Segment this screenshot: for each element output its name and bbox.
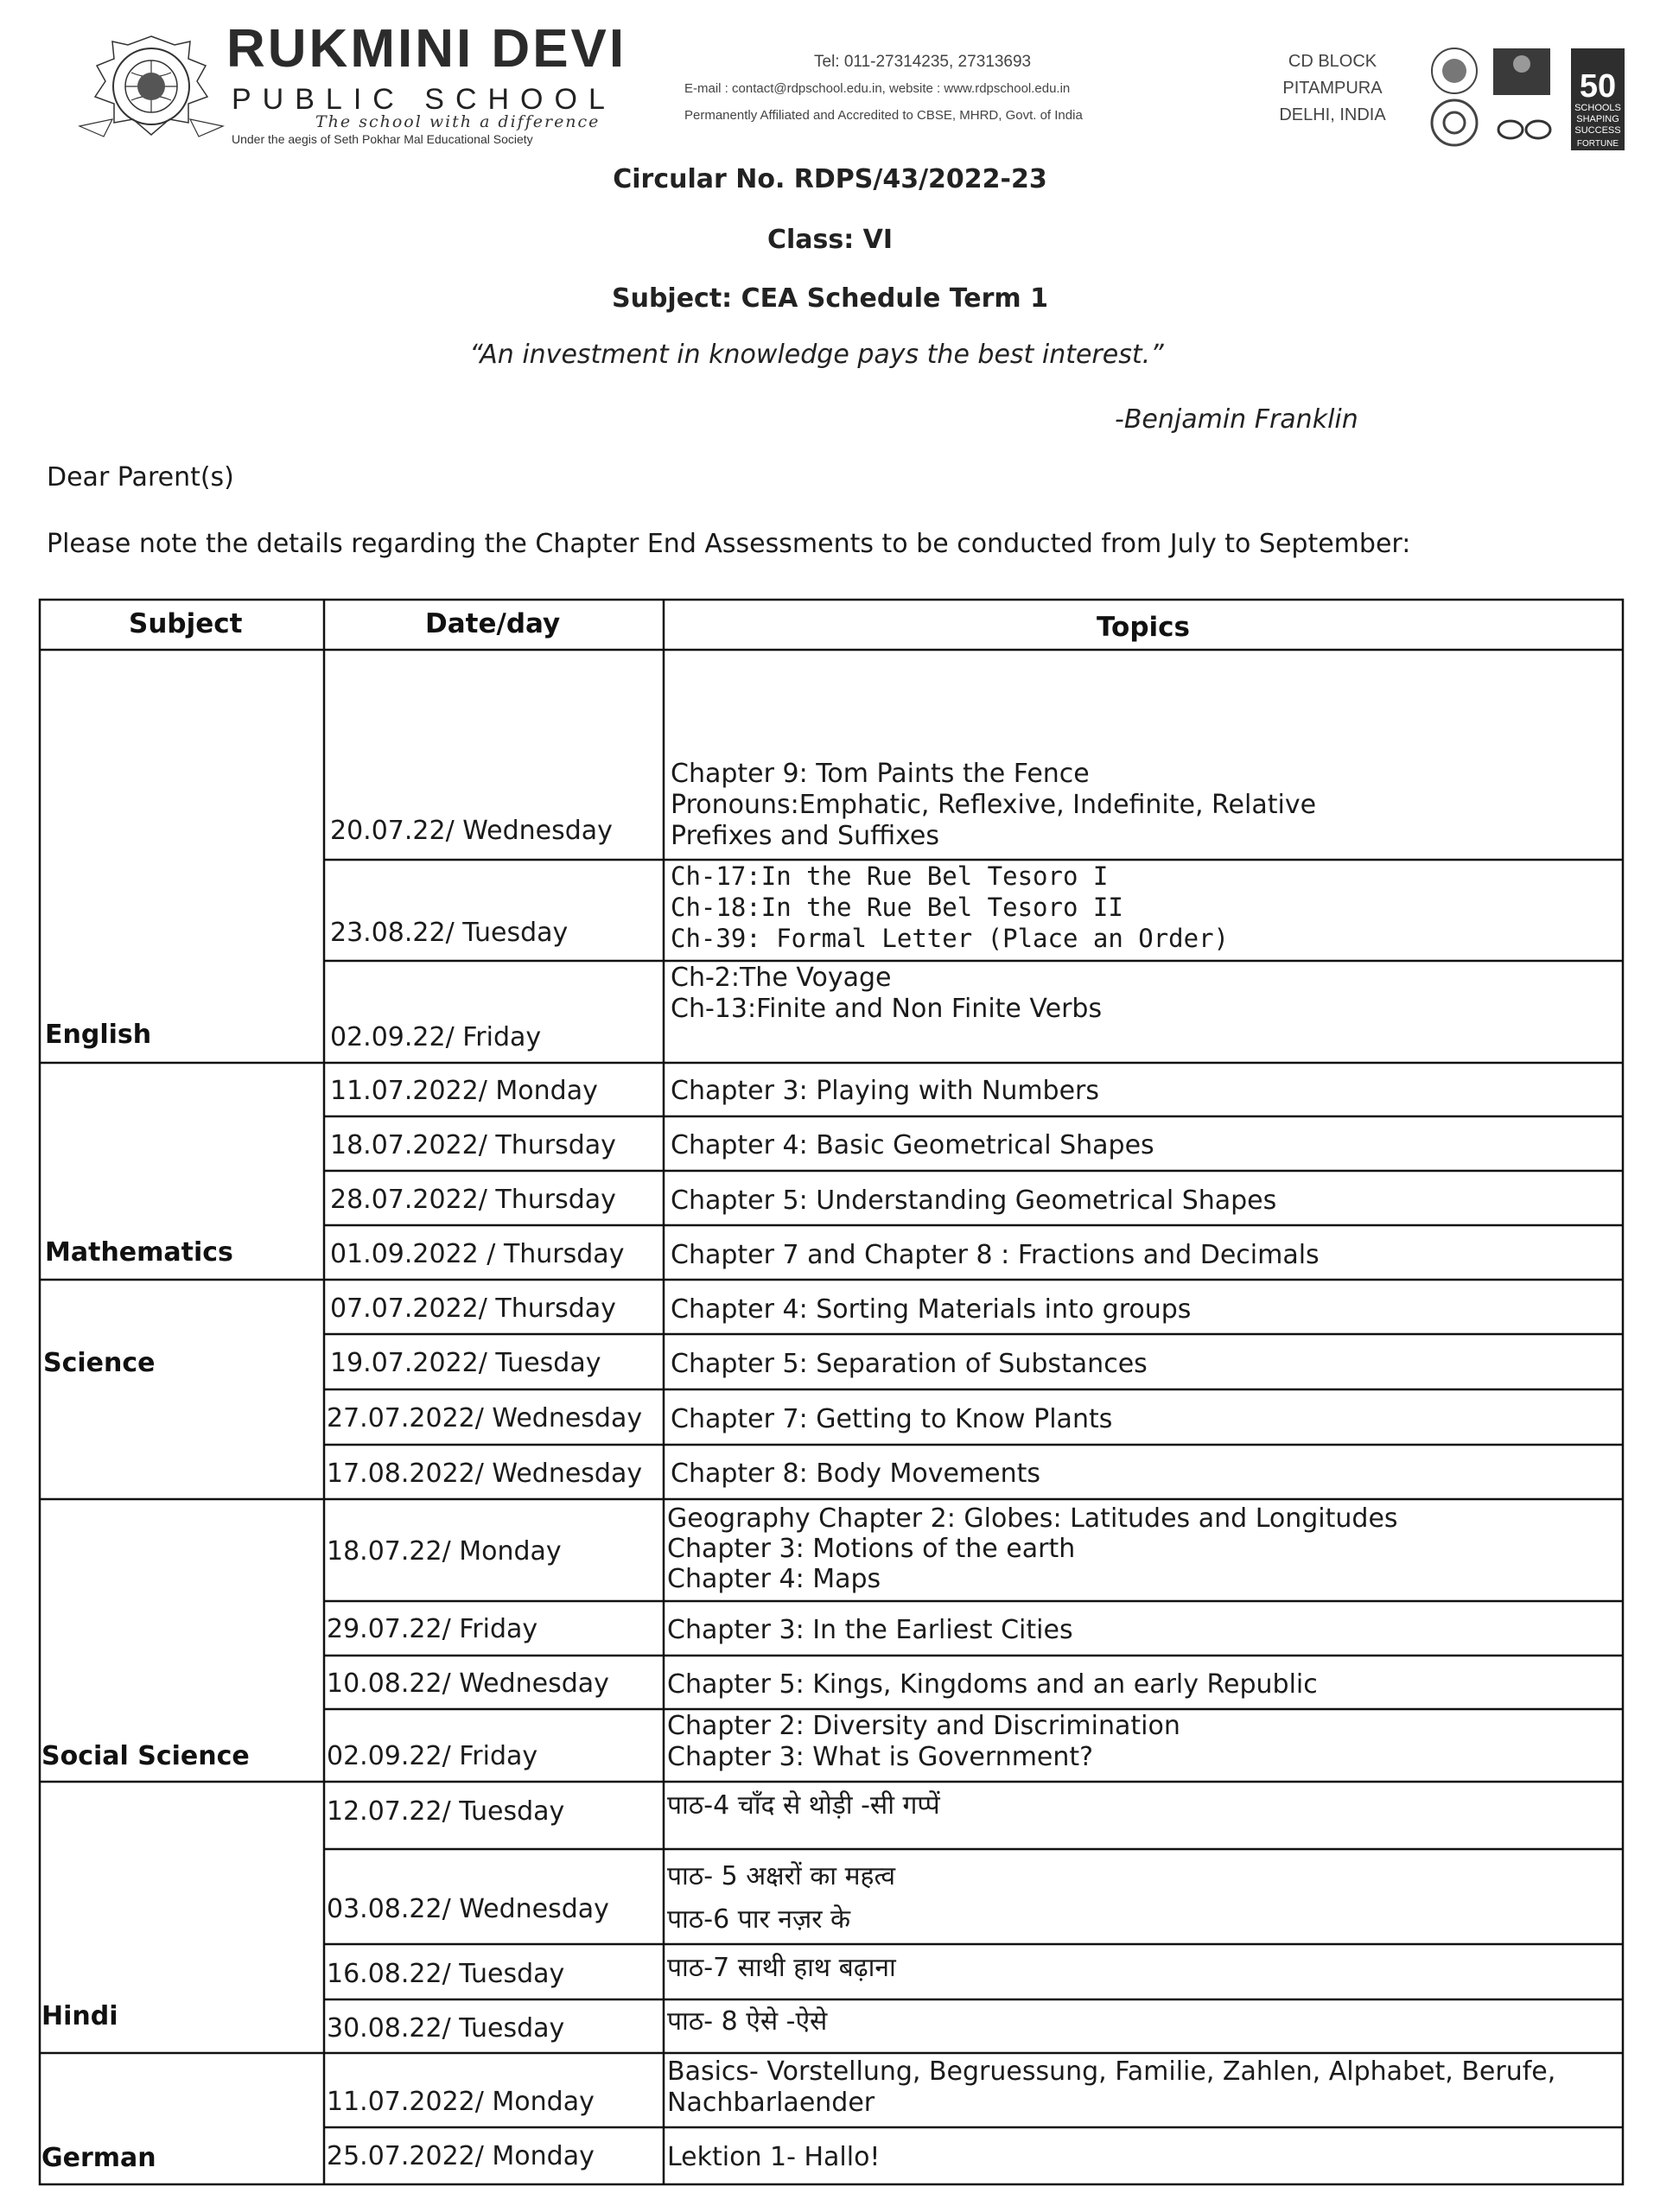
row-date: 10.08.22/ Wednesday [327,1669,609,1699]
topic-line: Prefixes and Suffixes [671,821,940,851]
row-date: 23.08.22/ Tuesday [330,918,569,948]
topic-line: Chapter 5: Understanding Geometrical Shapes [671,1185,1277,1216]
row-date: 11.07.2022/ Monday [327,2087,595,2117]
row-date: 19.07.2022/ Tuesday [330,1348,601,1378]
header-subject: Subject [129,608,243,639]
topic-line: Chapter 4: Maps [667,1564,881,1594]
quote: “An investment in knowledge pays the best interest.” [469,340,1164,370]
topic-line: Chapter 2: Diversity and Discrimination [667,1711,1180,1741]
topic-line: Chapter 7: Getting to Know Plants [671,1404,1113,1434]
row-date: 01.09.2022 / Thursday [330,1239,625,1269]
subject-social-science: Social Science [41,1741,250,1771]
row-date: 28.07.2022/ Thursday [330,1185,616,1215]
row-topics [671,963,1102,1025]
badge-number: 50 [1579,68,1617,105]
badge-line: SHAPING [1576,114,1619,124]
school-address [1263,48,1402,129]
school-emblem-logo [78,33,225,141]
topic-line: Chapter 4: Basic Geometrical Shapes [671,1130,1154,1160]
header-topics: Topics [1097,612,1190,643]
topic-line: पाठ-7 साथी हाथ बढ़ाना [667,1953,896,1983]
school-tagline: The school with a difference [315,112,601,131]
topic-line: Ch-17:In the Rue Bel Tesoro I [671,861,1109,891]
topic-line: Chapter 5: Separation of Substances [671,1349,1148,1379]
row-topics [671,1130,1154,1161]
topic-line: Chapter 5: Kings, Kingdoms and an early Republic [667,1669,1318,1700]
topic-line: Ch-13:Finite and Non Finite Verbs [671,994,1103,1024]
topic-line: Nachbarlaender [667,2088,875,2118]
row-topics [667,1615,1073,1646]
row-topics [667,2006,827,2037]
row-date: 16.08.22/ Tuesday [327,1959,565,1989]
quote-author: -Benjamin Franklin [1115,404,1358,435]
row-date: 25.07.2022/ Monday [327,2141,595,2171]
topic-line: Basics- Vorstellung, Begruessung, Familie, Zahlen, Alphabet, Berufe, [667,2056,1556,2087]
topic-line: Geography Chapter 2: Globes: Latitudes and Longitudes [667,1503,1398,1534]
row-topics [667,1790,940,1821]
topic-line: पाठ- 5 अक्षरों का महत्व [667,1861,896,1891]
email-website: E-mail : contact@rdpschool.edu.in, website : www.rdpschool.edu.in [684,81,1071,96]
class-line: Class: VI [766,225,894,255]
row-topics [667,1855,895,1942]
address-line: CD BLOCK [1288,52,1377,71]
topic-line: Chapter 4: Sorting Materials into groups [671,1294,1192,1325]
topic-line: Chapter 7 and Chapter 8 : Fractions and Decimals [671,1240,1320,1270]
row-date: 18.07.22/ Monday [327,1536,562,1567]
row-topics [671,861,1229,954]
row-date: 30.08.22/ Tuesday [327,2013,565,2044]
accreditation-badges [1424,45,1631,153]
address-line: PITAMPURA [1282,79,1383,98]
row-topics [671,1404,1112,1435]
topic-line: पाठ-4 चाँद से थोड़ी -सी गप्पें [667,1790,940,1821]
school-name: RUKMINI DEVI [226,19,627,79]
badge-line: SCHOOLS [1574,103,1621,113]
row-topics [671,759,1316,852]
intro-paragraph: Please note the details regarding the Chapter End Assessments to be conducted from July to September: [47,529,1411,559]
topic-line: पाठ- 8 ऐसे -ऐसे [667,2006,828,2037]
topic-line: Ch-2:The Voyage [671,963,892,993]
row-topics [667,2142,880,2173]
salutation: Dear Parent(s) [47,462,234,493]
spectacles-icon [1498,121,1523,138]
row-topics [671,1185,1276,1217]
row-date: 17.08.2022/ Wednesday [327,1459,643,1489]
telephone: Tel: 011-27314235, 27313693 [814,53,1032,71]
subject-german: German [41,2143,156,2173]
row-date: 27.07.2022/ Wednesday [327,1403,643,1433]
subject-science: Science [43,1348,156,1378]
row-topics [671,1294,1191,1325]
row-date: 12.07.22/ Tuesday [327,1796,565,1827]
row-date: 02.09.22/ Friday [327,1741,538,1771]
row-date: 03.08.22/ Wednesday [327,1894,609,1924]
row-date: 18.07.2022/ Thursday [330,1130,616,1160]
row-topics [671,1459,1040,1490]
affiliation: Permanently Affiliated and Accredited to CBSE, MHRD, Govt. of India [684,108,1083,123]
row-date: 20.07.22/ Wednesday [330,816,613,846]
subject-line: Subject: CEA Schedule Term 1 [611,283,1048,314]
subject-mathematics: Mathematics [45,1237,233,1268]
topic-line: Chapter 3: Playing with Numbers [671,1076,1100,1106]
topic-line: Chapter 3: In the Earliest Cities [667,1615,1073,1645]
badge-brand: FORTUNE [1576,139,1619,149]
topic-line: Ch-18:In the Rue Bel Tesoro II [671,893,1123,922]
row-date: 11.07.2022/ Monday [330,1076,598,1106]
row-topics [671,1076,1099,1107]
cea-schedule-table [38,598,1625,2188]
topic-line: Chapter 8: Body Movements [671,1459,1041,1489]
row-date: 29.07.22/ Friday [327,1614,538,1644]
topic-line: Lektion 1- Hallo! [667,2142,881,2172]
topic-line: Ch-39: Formal Letter (Place an Order) [671,924,1230,953]
row-topics [667,1711,1180,1773]
subject-english: English [45,1020,152,1050]
badge-line: SUCCESS [1574,125,1621,136]
topic-line: Chapter 9: Tom Paints the Fence [671,759,1090,789]
row-topics [671,1240,1320,1271]
row-topics [667,1669,1318,1700]
topic-line: Chapter 3: Motions of the earth [667,1534,1076,1564]
row-date: 07.07.2022/ Thursday [330,1294,616,1324]
school-aegis: Under the aegis of Seth Pokhar Mal Educational Society [232,132,533,146]
topic-line: Chapter 3: What is Government? [667,1742,1094,1772]
address-line: DELHI, INDIA [1279,105,1386,124]
row-topics [667,1503,1398,1594]
row-topics [667,1953,896,1984]
row-topics [667,2056,1555,2119]
school-subtitle: PUBLIC SCHOOL [232,83,616,116]
row-date: 02.09.22/ Friday [330,1022,542,1052]
row-topics [671,1349,1148,1380]
contact-block [684,48,1083,129]
header-date: Date/day [425,608,561,639]
circular-number: Circular No. RDPS/43/2022-23 [613,164,1047,194]
green-school-seal-icon [1432,100,1477,145]
topic-line: पाठ-6 पार नज़र के [667,1904,851,1935]
subject-hindi: Hindi [41,2001,118,2031]
topic-line: Pronouns:Emphatic, Reflexive, Indefinite, Relative [671,790,1317,820]
